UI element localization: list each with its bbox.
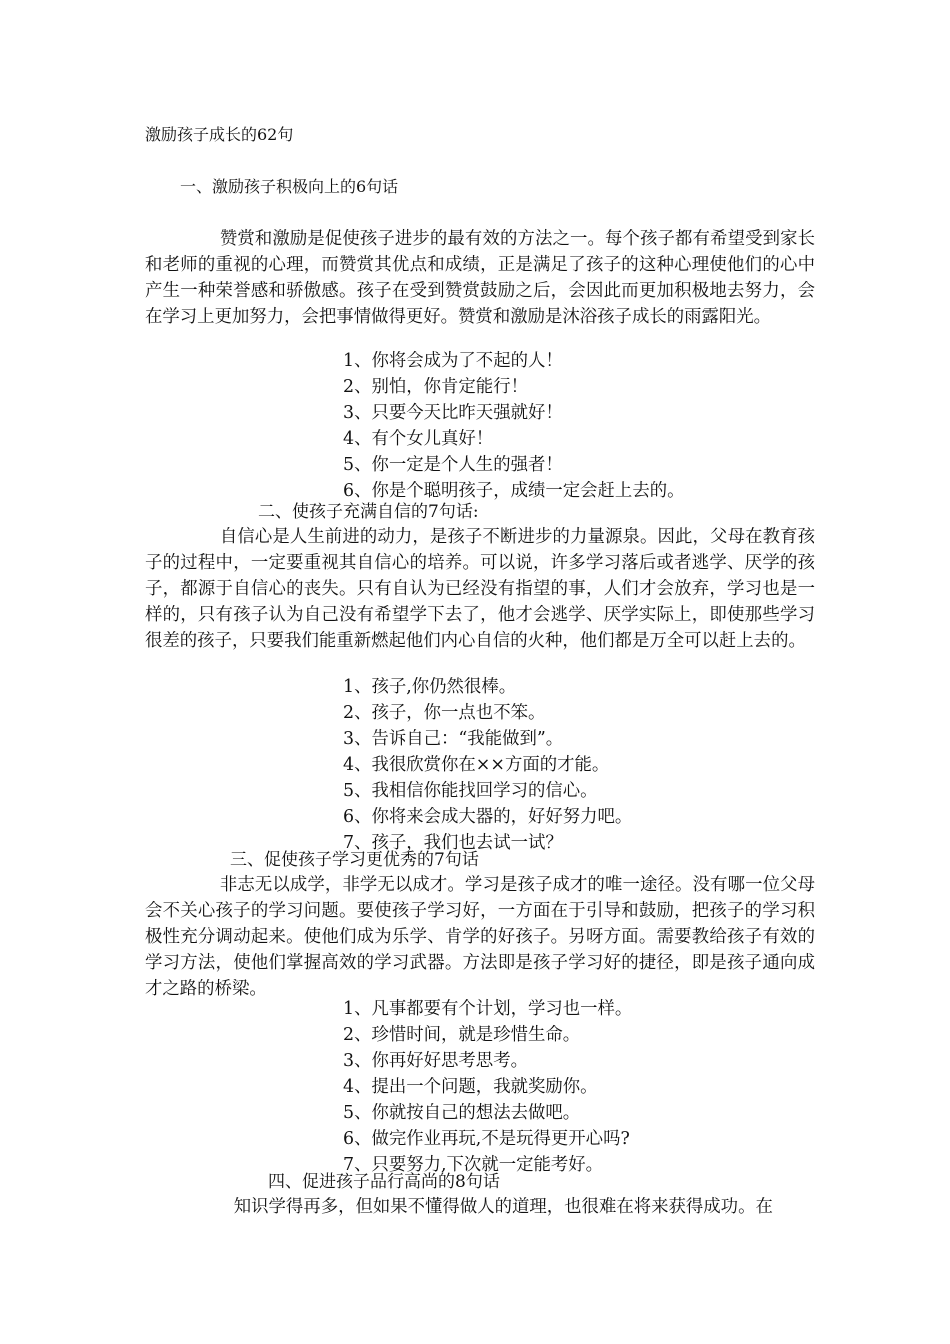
list-item: 4、提出一个问题，我就奖励你。 <box>343 1077 598 1097</box>
section-2-list <box>343 674 632 856</box>
list-item: 1、你将会成为了不起的人！ <box>343 351 563 371</box>
list-item: 7、孩子，我们也去试一试？ <box>343 833 563 853</box>
list-item: 5、你一定是个人生的强者！ <box>343 455 563 475</box>
list-item: 2、别怕，你肯定能行！ <box>343 377 528 397</box>
section-3-heading: 三、促使孩子学习更优秀的7句话 <box>230 850 479 870</box>
list-item: 5、你就按自己的想法去做吧。 <box>343 1103 581 1123</box>
section-1-heading: 一、激励孩子积极向上的6句话 <box>180 177 399 196</box>
section-2-heading: 二、使孩子充满自信的7句话: <box>258 502 479 522</box>
section-4-heading: 四、促进孩子品行高尚的8句话 <box>268 1172 500 1192</box>
list-item: 3、告诉自己：“我能做到”。 <box>343 729 564 749</box>
list-item: 6、做完作业再玩,不是玩得更开心吗? <box>343 1129 630 1149</box>
document-title: 激励孩子成长的62句 <box>145 125 294 144</box>
list-item: 1、孩子,你仍然很棒。 <box>343 677 517 697</box>
list-item: 6、你将来会成大器的，好好努力吧。 <box>343 807 633 827</box>
list-item: 2、珍惜时间，就是珍惜生命。 <box>343 1025 581 1045</box>
section-4-paragraph: 知识学得再多，但如果不懂得做人的道理，也很难在将来获得成功。在 <box>233 1197 773 1217</box>
section-1-list <box>343 348 685 504</box>
list-item: 2、孩子，你一点也不笨。 <box>343 703 546 723</box>
list-item: 3、你再好好思考思考。 <box>343 1051 528 1071</box>
section-2-paragraph: 自信心是人生前进的动力，是孩子不断进步的力量源泉。因此，父母在教育孩子的过程中，一定要重视其自信心的培养。可以说，许多学习落后或者逃学、厌学的孩子，都源于自信心的丧失。只有自认为已经没有指望的事，人们才会放弃，学习也是一样的，只有孩子认为自己没有希望学下去了，他才会逃学、厌学实际上，即使那些学习很差的孩子，只要我们能重新燃起他们内心自信的火种，他们都是万全可以赶上去的。 <box>145 527 815 651</box>
section-1-paragraph: 赞赏和激励是促使孩子进步的最有效的方法之一。每个孩子都有希望受到家长和老师的重视的心理，而赞赏其优点和成绩，正是满足了孩子的这种心理使他们的心中产生一种荣誉感和骄傲感。孩子在受到赞赏鼓励之后，会因此而更加积极地去努力，会在学习上更加努力，会把事情做得更好。赞赏和激励是沐浴孩子成长的雨露阳光。 <box>145 229 815 327</box>
section-3-list <box>343 996 632 1178</box>
list-item: 5、我相信你能找回学习的信心。 <box>343 781 598 801</box>
section-3-paragraph: 非志无以成学，非学无以成才。学习是孩子成才的唯一途径。没有哪一位父母会不关心孩子的学习问题。要使孩子学习好，一方面在于引导和鼓励，把孩子的学习积极性充分调动起来。使他们成为乐学、肯学的好孩子。另呀方面。需要教给孩子有效的学习方法，使他们掌握高效的学习武器。方法即是孩子学习好的捷径，即是孩子通向成才之路的桥梁。 <box>145 875 815 999</box>
list-item: 1、凡事都要有个计划，学习也一样。 <box>343 999 633 1019</box>
list-item: 3、只要今天比昨天强就好！ <box>343 403 563 423</box>
list-item: 4、有个女儿真好！ <box>343 429 494 449</box>
list-item: 4、我很欣赏你在××方面的才能。 <box>343 755 610 775</box>
list-item: 7、只要努力,下次就一定能考好。 <box>343 1155 604 1175</box>
list-item: 6、你是个聪明孩子，成绩一定会赶上去的。 <box>343 481 685 501</box>
